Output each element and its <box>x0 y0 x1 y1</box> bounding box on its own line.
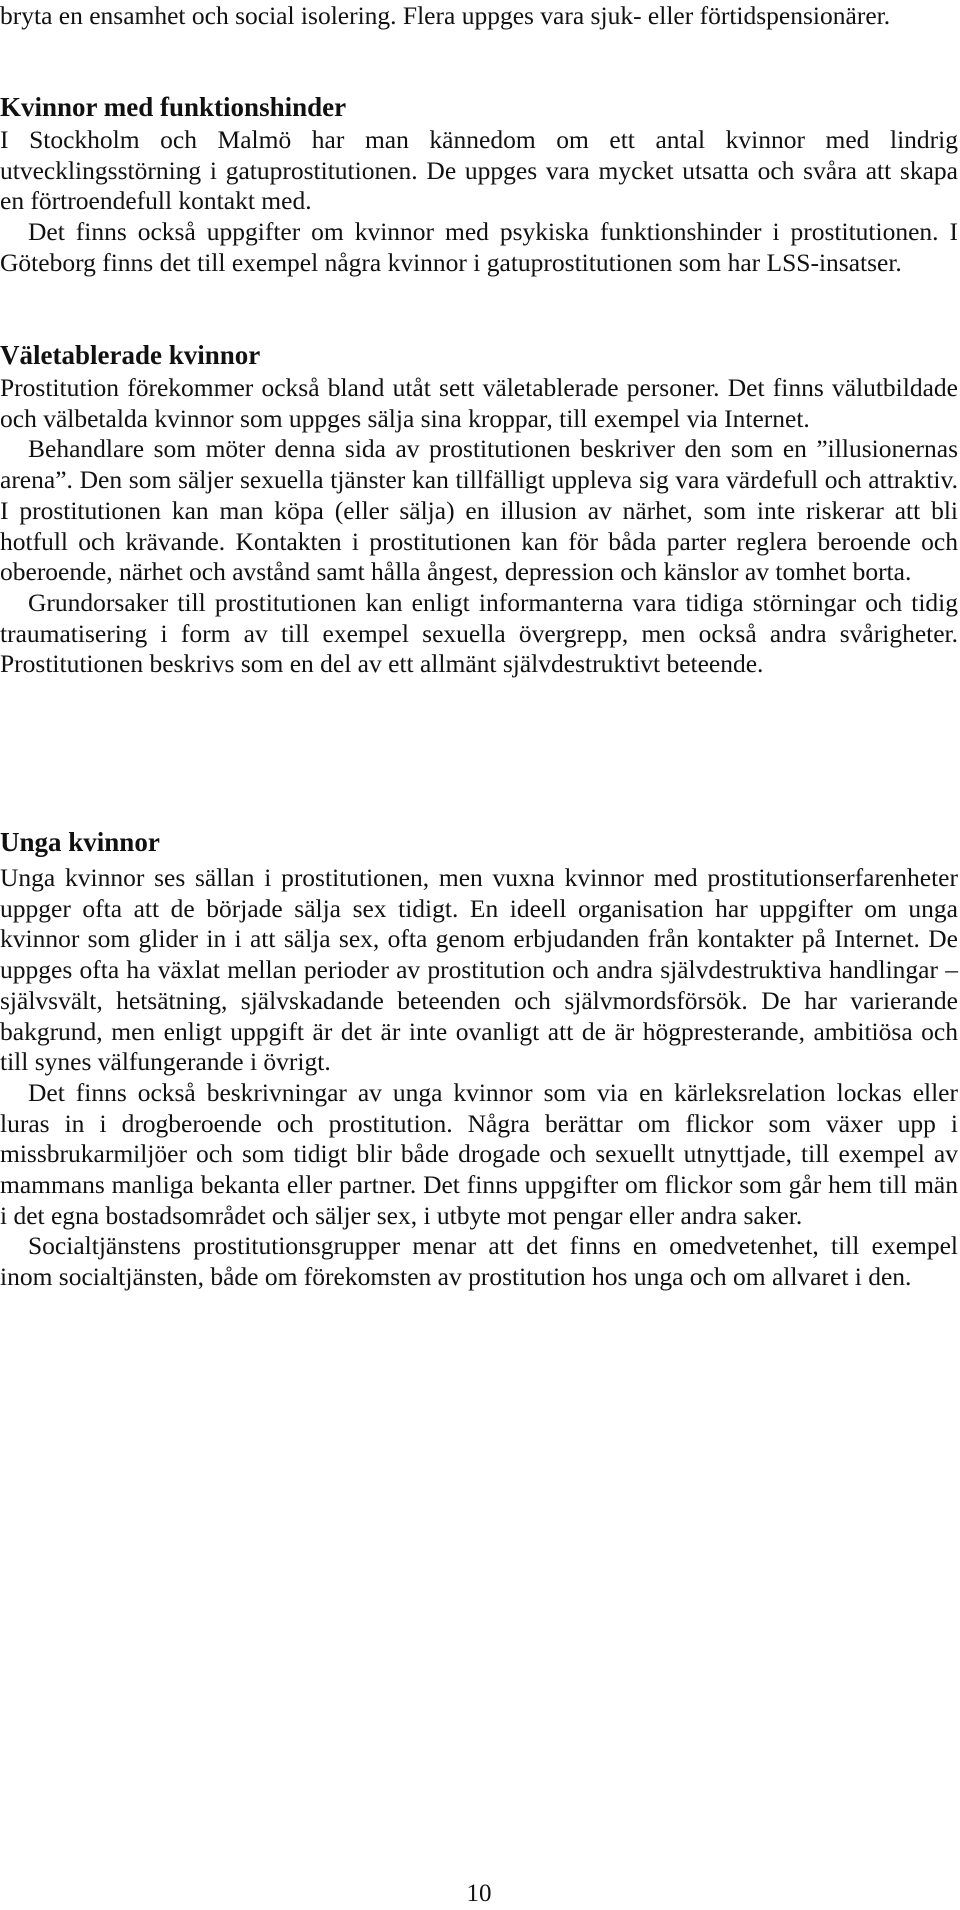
paragraph: Det finns också beskrivningar av unga kvinnor som via en kärleksrelation lockas eller luras in i drogberoende och prostitution. Några berättar om flickor som växer upp i missbrukarmiljöer och som tidigt blir både drogade och sexuellt utnyttjade, till exempel av mammans manliga bekanta eller partner. Det finns uppgifter om flickor som går hem till män i det egna bostadsområdet och säljer sex, i utbyte mot pengar eller andra saker. <box>0 1077 958 1230</box>
paragraph: Socialtjänstens prostitutionsgrupper menar att det finns en omedvetenhet, till exempel inom socialtjänsten, både om förekomsten av prostitution hos unga och om allvaret i den. <box>0 1231 958 1292</box>
paragraph: Det finns också uppgifter om kvinnor med psykiska funktionshinder i prostitutionen. I Göteborg finns det till exempel några kvinnor i gatuprostitutionen som har LSS-insatser. <box>0 217 958 277</box>
section-unga-body <box>0 863 958 1293</box>
paragraph: Behandlare som möter denna sida av prostitutionen beskriver den som en ”illusionernas arena”. Den som säljer sexuella tjänster kan tillfälligt uppleva sig vara värdefull och attraktiv. I prostitutionen kan man köpa (eller sälja) en illusion av närhet, som inte riskerar att bli hotfull och krävande. Kontakten i prostitutionen kan för båda parter reglera beroende och oberoende, närhet och avstånd samt hålla ångest, depression och känslor av tomhet borta. <box>0 434 958 587</box>
section-funktionshinder-body <box>0 125 958 279</box>
heading-vaeletablerade-kvinnor: Väletablerade kvinnor <box>0 340 261 370</box>
paragraph: Unga kvinnor ses sällan i prostitutionen, men vuxna kvinnor med prostitutionserfarenheter uppger ofta att de började sälja sex tidigt. En ideell organisation har uppgifter om unga kvinnor som glider in i att sälja sex, ofta genom erbjudanden från kontakter på Internet. De uppges ofta ha växlat mellan perioder av prostitution och andra självdestruktiva handlingar – självsvält, hetsätning, självskadande beteenden och självmordsförsök. De har varierande bakgrund, men enligt uppgift är det är inte ovanligt att de är högpresterande, ambitiösa och till synes välfungerande i övrigt. <box>0 863 958 1077</box>
intro-text: bryta en ensamhet och social isolering. Flera uppges vara sjuk- eller förtidspensionärer. <box>0 1 891 30</box>
page-number: 10 <box>466 1880 492 1907</box>
paragraph: Prostitution förekommer också bland utåt sett väletablerade personer. Det finns välutbildade och välbetalda kvinnor som uppges sälja sina kroppar, till exempel via Internet. <box>0 373 958 433</box>
heading-unga-kvinnor: Unga kvinnor <box>0 827 160 857</box>
heading-kvinnor-med-funktionshinder: Kvinnor med funktionshinder <box>0 92 347 122</box>
paragraph: I Stockholm och Malmö har man kännedom om ett antal kvinnor med lindrig utvecklingsstörning i gatuprostitutionen. De uppges vara mycket utsatta och svåra att skapa en förtroendefull kontakt med. <box>0 125 958 216</box>
intro-paragraph <box>0 1 958 32</box>
section-vaeletablerade-body <box>0 373 958 680</box>
paragraph: Grundorsaker till prostitutionen kan enligt informanterna vara tidiga störningar och tidig traumatisering i form av till exempel sexuella övergrepp, men också andra svårigheter. Prostitutionen beskrivs som en del av ett allmänt självdestruktivt beteende. <box>0 587 958 679</box>
